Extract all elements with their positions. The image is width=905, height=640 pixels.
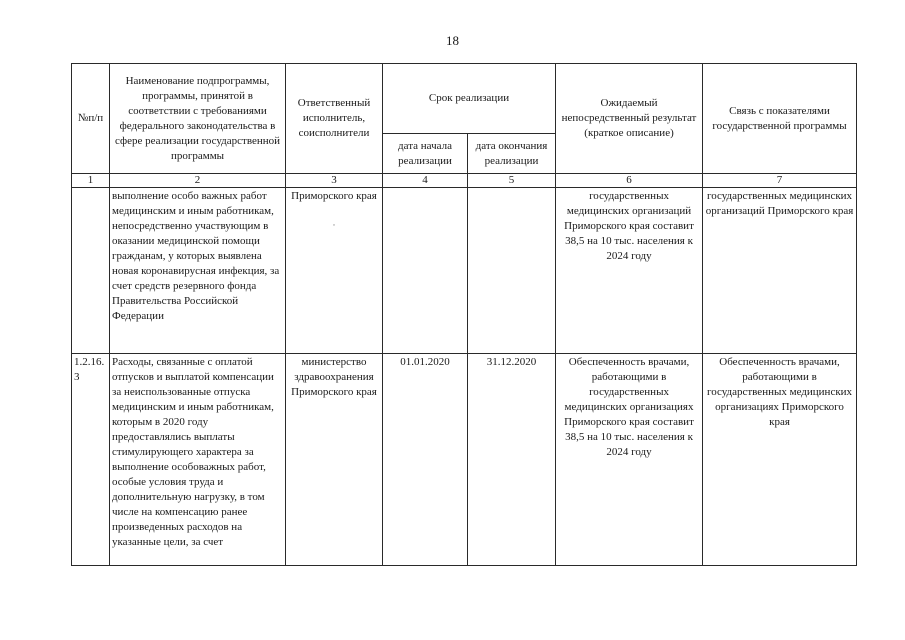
row-link: Обеспеченность врачами, работающими в государственных медицинских организациях Приморского края <box>703 354 857 566</box>
header-row-1 <box>72 64 857 134</box>
header-term: Срок реализации <box>383 64 556 134</box>
row-executor-text: Приморского края <box>291 190 377 202</box>
table-row <box>72 354 857 566</box>
row-name: выполнение особо важных работ медицинским и иным работникам, непосредственно участвующим в оказании медицинской помощи гражданам, у которых выявлена новая коронавирусная инфекция, за счет средств резервного фонда Правительства Российской Федерации <box>110 188 286 354</box>
column-number: 1 <box>72 174 110 188</box>
column-numbering-row <box>72 174 857 188</box>
row-result: Обеспеченность врачами, работающими в государственных медицинских организациях Приморского края составит 38,5 на 10 тыс. населения к 2024 году <box>556 354 703 566</box>
row-executor <box>286 188 383 354</box>
row-number: 1.2.16.3 <box>72 354 110 566</box>
column-number: 3 <box>286 174 383 188</box>
header-start: дата начала реализации <box>383 134 468 174</box>
row-number <box>72 188 110 354</box>
table-row <box>72 188 857 354</box>
column-number: 2 <box>110 174 286 188</box>
header-num: №п/п <box>72 64 110 174</box>
column-number: 4 <box>383 174 468 188</box>
row-start: 01.01.2020 <box>383 354 468 566</box>
row-end: 31.12.2020 <box>468 354 556 566</box>
column-number: 5 <box>468 174 556 188</box>
column-number: 7 <box>703 174 857 188</box>
header-name: Наименование подпрограммы, программы, принятой в соответствии с требованиями федерального законодательства в сфере реализации государственной программы <box>110 64 286 174</box>
header-link: Связь с показателями государственной программы <box>703 64 857 174</box>
scan-speck: · <box>332 220 336 230</box>
header-result: Ожидаемый непосредственный результат (краткое описание) <box>556 64 703 174</box>
row-link: государственных медицинских организаций Приморского края <box>703 188 857 354</box>
header-end: дата окончания реализации <box>468 134 556 174</box>
program-table <box>71 63 857 566</box>
column-number: 6 <box>556 174 703 188</box>
row-result: государственных медицинских организаций Приморского края составит 38,5 на 10 тыс. населения к 2024 году <box>556 188 703 354</box>
row-name: Расходы, связанные с оплатой отпусков и выплатой компенсации за неиспользованные отпуска медицинским и иным работникам, которым в 2020 году предоставлялись выплаты стимулирующего характера за выполнение особоважных работ, особые условия труда и дополнительную нагрузку, в том числе на компенсацию ранее произведенных расходов на указанные цели, за счет <box>110 354 286 566</box>
row-executor: министерство здравоохранения Приморского края <box>286 354 383 566</box>
row-end <box>468 188 556 354</box>
row-start <box>383 188 468 354</box>
header-executor: Ответственный исполнитель, соисполнители <box>286 64 383 174</box>
page-number: 18 <box>446 33 459 48</box>
